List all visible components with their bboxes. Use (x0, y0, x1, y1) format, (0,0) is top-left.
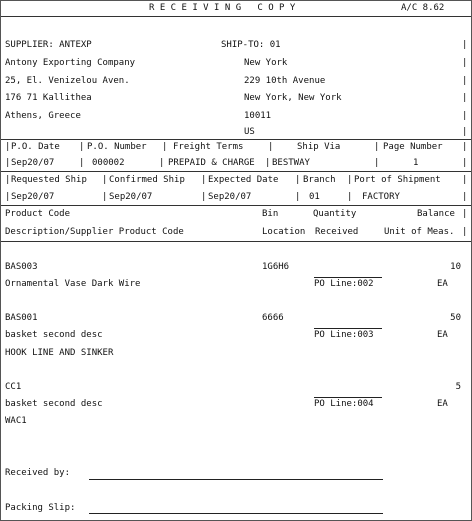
item-bin: 6666 (262, 313, 284, 323)
ship-to-label: SHIP-TO: 01 (221, 40, 281, 50)
freight-terms-value: PREPAID & CHARGE (168, 158, 255, 168)
ship-table-pipes: | (295, 192, 301, 202)
page-number-header: Page Number (383, 142, 443, 152)
item-extra-description: WAC1 (5, 416, 27, 426)
edge-pipe: | (462, 127, 468, 137)
item-uom: EA (437, 330, 448, 340)
ship-table-pipes: | (201, 175, 207, 185)
ship-to-line: New York, New York (244, 93, 342, 103)
description-header: Description/Supplier Product Code (5, 227, 184, 237)
item-bin: 1G6H6 (262, 262, 290, 272)
received-by-label: Received by: (5, 468, 71, 478)
ship-table-pipes: | (5, 192, 11, 202)
order-table-pipes: | (462, 142, 468, 152)
unit-of-measure-header: Unit of Meas. (384, 227, 455, 237)
product-code-header: Product Code (5, 209, 71, 219)
supplier-line: Antony Exporting Company (5, 58, 136, 68)
item-quantity-received-line (314, 328, 382, 329)
port-of-shipment-value: FACTORY (362, 192, 400, 202)
item-uom: EA (437, 399, 448, 409)
ship-via-header: Ship Via (297, 142, 341, 152)
confirmed-ship-value: Sep20/07 (109, 192, 153, 202)
items-header-rule (1, 205, 471, 206)
edge-pipe: | (462, 40, 468, 50)
item-balance: 50 (450, 313, 461, 323)
order-table-pipes: | (462, 158, 468, 168)
ship-table-pipes: | (347, 192, 353, 202)
ship-to-line: 229 10th Avenue (244, 76, 326, 86)
packing-slip-label: Packing Slip: (5, 503, 76, 513)
item-extra-description: HOOK LINE AND SINKER (5, 348, 114, 358)
requested-ship-header: Requested Ship (11, 175, 87, 185)
order-table-pipes: | (162, 142, 168, 152)
supplier-line: 25, El. Venizelou Aven. (5, 76, 130, 86)
edge-pipe: | (462, 58, 468, 68)
item-quantity-received-line (314, 397, 382, 398)
item-description: Ornamental Vase Dark Wire (5, 279, 141, 289)
supplier-line: 176 71 Kallithea (5, 93, 92, 103)
ship-to-line: 10011 (244, 111, 272, 121)
order-table-pipes: | (79, 142, 85, 152)
ship-table-rule (1, 171, 471, 172)
po-date-value: Sep20/07 (11, 158, 55, 168)
order-table-pipes: | (79, 158, 85, 168)
packing-slip-line[interactable] (89, 513, 383, 514)
quantity-header: Quantity (313, 209, 357, 219)
location-header: Location (262, 227, 306, 237)
expected-date-header: Expected Date (208, 175, 279, 185)
balance-header: Balance (417, 209, 455, 219)
freight-terms-header: Freight Terms (173, 142, 244, 152)
order-table-pipes: | (268, 142, 274, 152)
document-title: R E C E I V I N G C O P Y (149, 3, 296, 13)
item-uom: EA (437, 279, 448, 289)
ship-to-line: New York (244, 58, 288, 68)
item-po-line: PO Line:003 (314, 330, 374, 340)
ship-table-pipes: | (462, 175, 468, 185)
ship-table-pipes: | (102, 175, 108, 185)
order-table-pipes: | (374, 142, 380, 152)
item-po-line: PO Line:004 (314, 399, 374, 409)
received-header: Received (315, 227, 359, 237)
version-label: A/C 8.62 (401, 3, 445, 13)
po-number-value: 000002 (92, 158, 125, 168)
ship-table-pipes: | (462, 192, 468, 202)
order-table-pipes: | (374, 158, 380, 168)
ship-table-pipes: | (5, 175, 11, 185)
order-table-pipes: | (159, 158, 165, 168)
item-balance: 5 (455, 382, 461, 392)
order-table-pipes: | (5, 158, 11, 168)
received-by-line[interactable] (89, 479, 383, 480)
item-balance: 10 (450, 262, 461, 272)
requested-ship-value: Sep20/07 (11, 192, 55, 202)
bin-header: Bin (262, 209, 279, 219)
item-product-code: BAS001 (5, 313, 38, 323)
order-table-rule (1, 139, 471, 140)
order-table-pipes: | (5, 142, 11, 152)
confirmed-ship-header: Confirmed Ship (109, 175, 185, 185)
items-body-rule (1, 241, 471, 242)
item-description: basket second desc (5, 330, 103, 340)
ship-table-pipes: | (347, 175, 353, 185)
item-product-code: BAS003 (5, 262, 38, 272)
item-description: basket second desc (5, 399, 103, 409)
ship-table-pipes: | (295, 175, 301, 185)
title-rule (1, 16, 471, 17)
ship-table-pipes: | (201, 192, 207, 202)
edge-pipe: | (462, 93, 468, 103)
page-number-value: 1 (413, 158, 419, 168)
po-date-header: P.O. Date (11, 142, 60, 152)
supplier-label: SUPPLIER: ANTEXP (5, 40, 92, 50)
edge-pipe: | (462, 76, 468, 86)
edge-pipe: | (462, 111, 468, 121)
ship-table-pipes: | (102, 192, 108, 202)
supplier-line: Athens, Greece (5, 111, 81, 121)
item-product-code: CC1 (5, 382, 22, 392)
items-header-pipe: | (462, 209, 468, 219)
ship-via-value: BESTWAY (272, 158, 310, 168)
branch-value: 01 (309, 192, 320, 202)
expected-date-value: Sep20/07 (208, 192, 252, 202)
port-of-shipment-header: Port of Shipment (354, 175, 441, 185)
items-header-pipe: | (462, 227, 468, 237)
item-po-line: PO Line:002 (314, 279, 374, 289)
ship-to-line: US (244, 127, 255, 137)
item-quantity-received-line (314, 277, 382, 278)
order-table-pipes: | (265, 158, 271, 168)
po-number-header: P.O. Number (87, 142, 147, 152)
branch-header: Branch (303, 175, 336, 185)
